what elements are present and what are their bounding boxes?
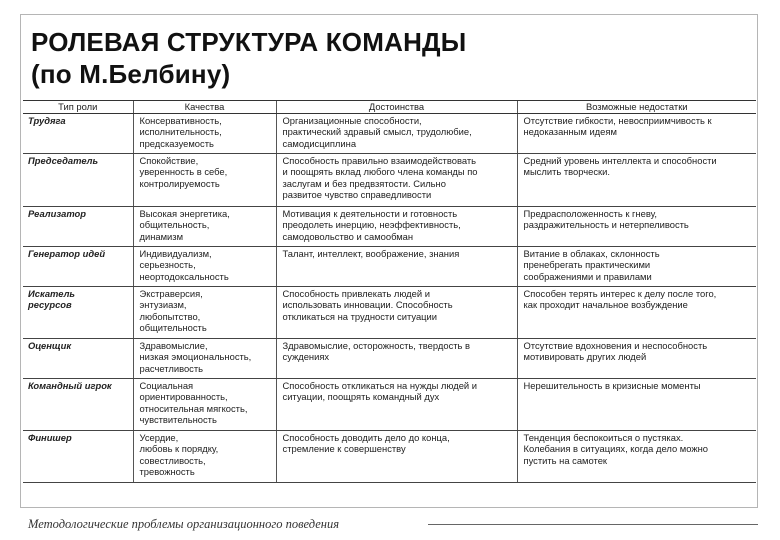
qualities-cell [133, 207, 276, 247]
qualities-cell [133, 247, 276, 287]
table-row [23, 207, 756, 247]
cell-text-line: Способен терять интерес к делу после того, [523, 288, 717, 299]
role-cell [23, 114, 133, 154]
cell-text-line: исполнительность, [139, 126, 222, 138]
cell-text-line: пренебрегать практическими [523, 259, 651, 271]
cell-text-line: динамизм [139, 230, 184, 242]
cell-text-line: мыслить творчески. [523, 166, 610, 178]
cell-text-line: Консервативность, [139, 115, 222, 126]
cell-text-line: откликаться на трудности ситуации [282, 310, 437, 322]
cell-text-line: Отсутствие вдохновения и неспособность [523, 340, 708, 351]
qualities-cell [133, 154, 276, 207]
table-row [23, 154, 756, 207]
cell-text-line: Отсутствие гибкости, невосприимчивость к [523, 115, 712, 126]
table-row [23, 431, 756, 483]
cell-text-line: тревожность [139, 465, 195, 477]
cell-text-line: Тенденция беспокоиться о пустяках. [523, 432, 684, 443]
table-row [23, 114, 756, 154]
cell-text-line: любопытство, [139, 310, 201, 322]
cell-text-line: Здравомыслие, [139, 340, 208, 351]
cell-text-line: раздражительность и нетерпеливость [523, 219, 689, 231]
cell-text-line: Усердие, [139, 432, 179, 443]
cell-text-line: совестливость, [139, 454, 206, 466]
title-line-1: РОЛЕВАЯ СТРУКТУРА КОМАНДЫ [31, 27, 467, 57]
cell-text-line: Финишер [28, 432, 72, 443]
cell-text-line: Организационные способности, [282, 115, 422, 126]
role-cell [23, 247, 133, 287]
cell-text-line: Колебания в ситуациях, когда дело можно [523, 443, 708, 455]
drawbacks-cell [517, 154, 756, 207]
header-role: Тип роли [23, 101, 133, 114]
cell-text-line: энтузиазм, [139, 299, 187, 311]
cell-text-line: Трудяга [28, 115, 66, 126]
cell-text-line: Социальная [139, 380, 194, 391]
cell-text-line: ориентированность, [139, 391, 228, 403]
cell-text-line: развитое чувство справедливости [282, 188, 432, 200]
cell-text-line: как проходит начальное возбуждение [523, 299, 688, 311]
table-body [23, 114, 756, 483]
qualities-cell [133, 287, 276, 339]
cell-text-line: Предрасположенность к гневу, [523, 208, 657, 219]
advantages-cell [276, 207, 517, 247]
cell-text-line: пустить на самотек [523, 454, 608, 466]
cell-text-line: Реализатор [28, 208, 87, 219]
advantages-cell [276, 114, 517, 154]
footer-divider [428, 524, 758, 525]
cell-text-line: общительность, [139, 219, 210, 231]
table-row [23, 379, 756, 431]
cell-text-line: расчетливость [139, 362, 204, 374]
advantages-cell [276, 154, 517, 207]
cell-text-line: Экстраверсия, [139, 288, 203, 299]
cell-text-line: серьезность, [139, 259, 196, 271]
title-line-2: (по М.Белбину) [31, 59, 231, 89]
cell-text-line: Генератор идей [28, 248, 106, 259]
roles-table [23, 100, 756, 483]
cell-text-line: практический здравый смысл, трудолюбие, [282, 126, 472, 138]
cell-text-line: мотивировать других людей [523, 351, 647, 363]
cell-text-line: уверенность в себе, [139, 166, 228, 178]
cell-text-line: Искатель [28, 288, 75, 299]
qualities-cell [133, 431, 276, 483]
cell-text-line: Способность откликаться на нужды людей и [282, 380, 477, 391]
drawbacks-cell [517, 287, 756, 339]
cell-text-line: чувствительность [139, 413, 217, 425]
cell-text-line: Здравомыслие, осторожность, твердость в [282, 340, 471, 351]
cell-text-line: ситуации, поощрять командный дух [282, 391, 440, 403]
cell-text-line: предсказуемость [139, 137, 214, 149]
header-row [23, 101, 756, 114]
advantages-cell [276, 247, 517, 287]
advantages-cell [276, 379, 517, 431]
cell-text-line: стремление к совершенству [282, 443, 406, 455]
advantages-cell [276, 339, 517, 379]
table-row [23, 287, 756, 339]
cell-text-line: низкая эмоциональность, [139, 351, 252, 363]
drawbacks-cell [517, 207, 756, 247]
cell-text-line: использовать инновации. Способность [282, 299, 453, 311]
cell-text-line: Способность правильно взаимодействовать [282, 155, 477, 166]
cell-text-line: заслугам и без предвзятости. Сильно [282, 177, 446, 189]
drawbacks-cell [517, 247, 756, 287]
cell-text-line: самодисциплина [282, 137, 357, 149]
cell-text-line: соображениями и правилами [523, 270, 652, 282]
footer-caption: Методологические проблемы организационного поведения [28, 517, 340, 531]
cell-text-line: Витание в облаках, склонность [523, 248, 660, 259]
advantages-cell [276, 287, 517, 339]
cell-text-line: недоказанным идеям [523, 126, 617, 138]
cell-text-line: Индивидуализм, [139, 248, 212, 259]
qualities-cell [133, 379, 276, 431]
cell-text-line: суждениях [282, 351, 330, 363]
drawbacks-cell [517, 379, 756, 431]
cell-text-line: Средний уровень интеллекта и способности [523, 155, 717, 166]
cell-text-line: Мотивация к деятельности и готовность [282, 208, 458, 219]
cell-text-line: преодолеть инерцию, неэффективность, [282, 219, 461, 231]
roles-table-wrap [23, 100, 756, 483]
cell-text-line: Оценщик [28, 340, 72, 351]
header-advantages: Достоинства [276, 101, 517, 114]
cell-text-line: любовь к порядку, [139, 443, 219, 455]
cell-text-line: Способность привлекать людей и [282, 288, 430, 299]
cell-text-line: Командный игрок [28, 380, 112, 391]
qualities-cell [133, 339, 276, 379]
role-cell [23, 154, 133, 207]
page-title [31, 26, 466, 90]
drawbacks-cell [517, 431, 756, 483]
header-drawbacks: Возможные недостатки [517, 101, 756, 114]
role-cell [23, 379, 133, 431]
role-cell [23, 287, 133, 339]
cell-text-line: Способность доводить дело до конца, [282, 432, 450, 443]
cell-text-line: общительность [139, 321, 207, 333]
qualities-cell [133, 114, 276, 154]
cell-text-line: и поощрять вклад любого члена команды по [282, 166, 478, 178]
table-row [23, 339, 756, 379]
drawbacks-cell [517, 339, 756, 379]
cell-text-line: относительная мягкость, [139, 402, 248, 414]
cell-text-line: самодовольство и самообман [282, 230, 414, 242]
header-qualities: Качества [133, 101, 276, 114]
cell-text-line: Спокойствие, [139, 155, 199, 166]
table-header [23, 101, 756, 114]
cell-text-line: неортодоксальность [139, 270, 229, 282]
role-cell [23, 339, 133, 379]
cell-text-line: контролируемость [139, 177, 220, 189]
role-cell [23, 207, 133, 247]
drawbacks-cell [517, 114, 756, 154]
table-row [23, 247, 756, 287]
cell-text-line: Талант, интеллект, воображение, знания [282, 248, 460, 259]
cell-text-line: ресурсов [28, 299, 72, 311]
advantages-cell [276, 431, 517, 483]
cell-text-line: Председатель [28, 155, 99, 166]
cell-text-line: Нерешительность в кризисные моменты [523, 380, 701, 391]
cell-text-line: Высокая энергетика, [139, 208, 230, 219]
role-cell [23, 431, 133, 483]
